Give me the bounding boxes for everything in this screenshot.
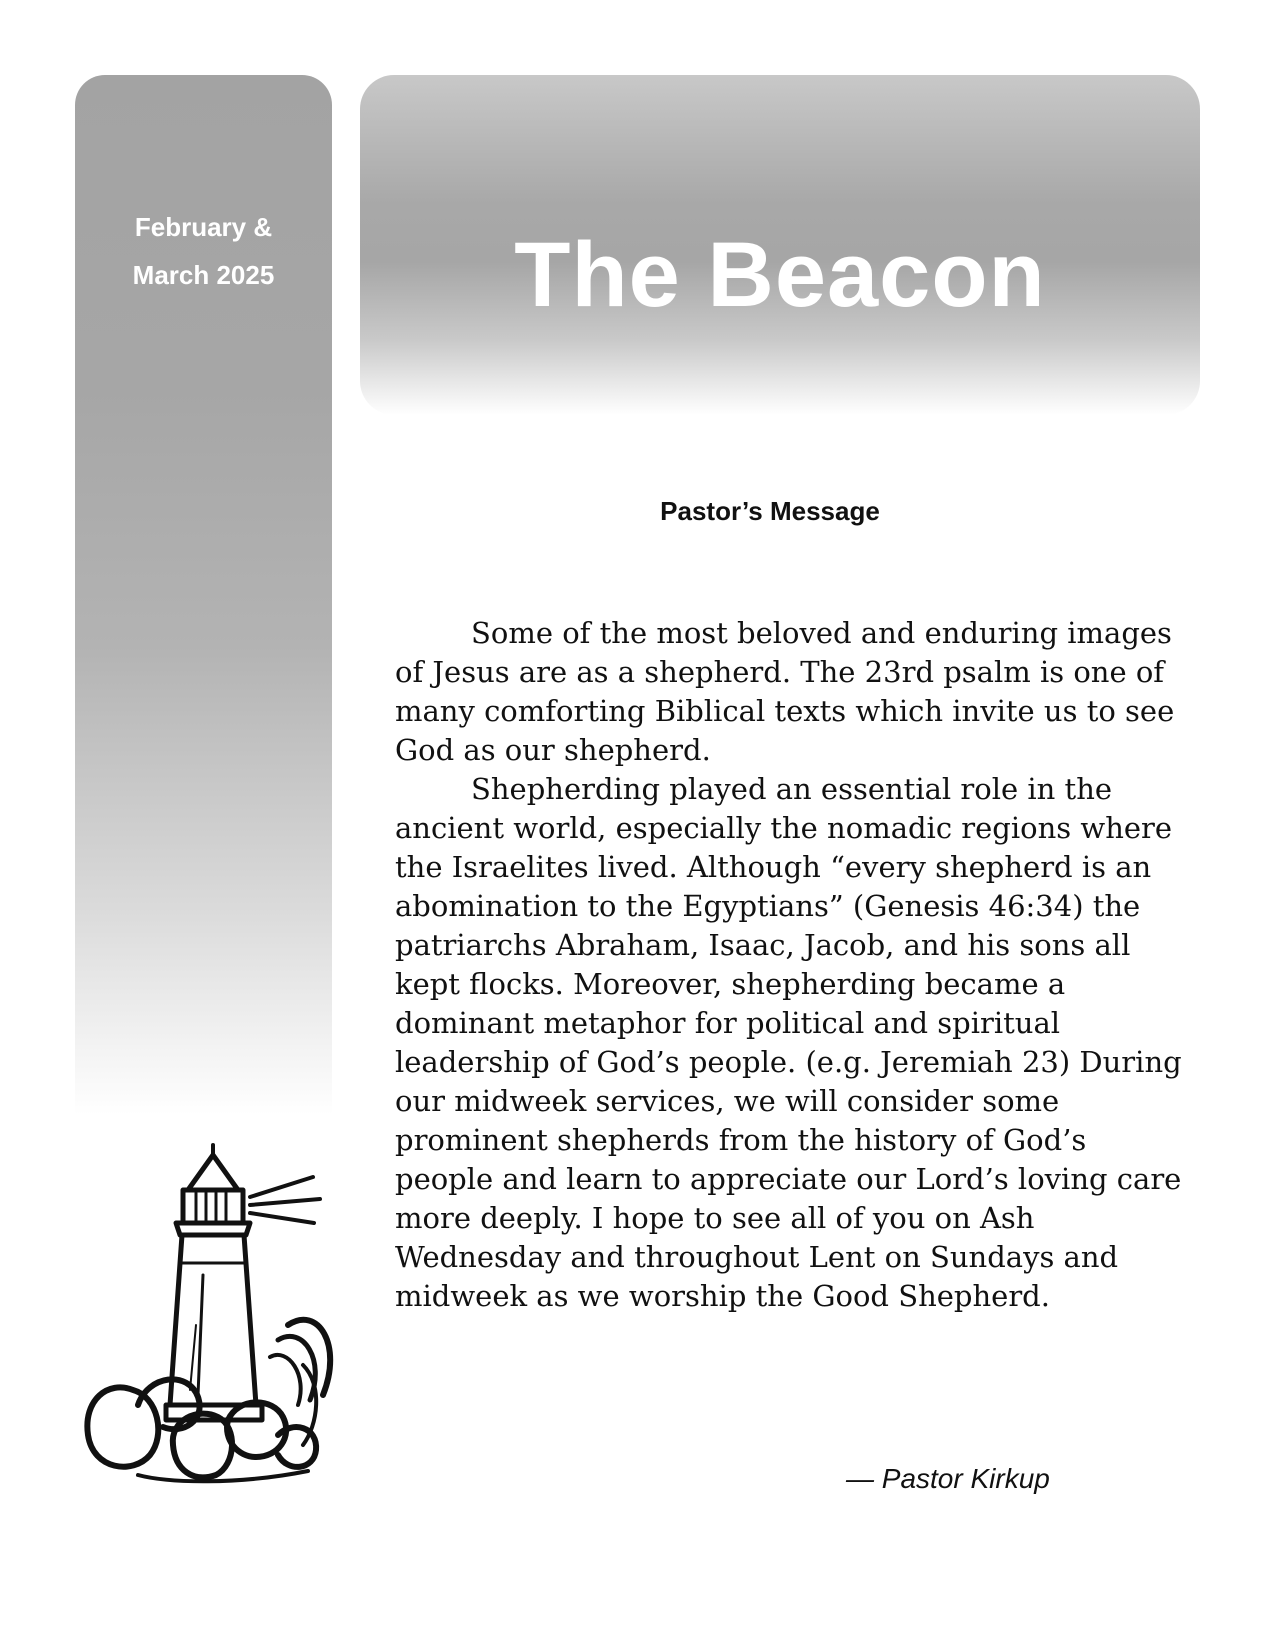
lighthouse-icon [78, 1135, 338, 1495]
sidebar-panel [75, 75, 332, 1115]
issue-date [75, 203, 332, 299]
signature: — Pastor Kirkup [846, 1463, 1050, 1494]
pastor-message-body [395, 614, 1185, 1316]
issue-date-line1: February & [134, 212, 273, 242]
issue-date-line2: March 2025 [132, 260, 275, 290]
message-paragraph-1: Some of the most beloved and enduring images of Jesus are as a shepherd. The 23rd psalm is one of many comforting Biblical texts which invite us to see God as our shepherd. [395, 616, 1175, 767]
newsletter-title: The Beacon [514, 224, 1046, 326]
section-heading: Pastor’s Message [660, 496, 880, 526]
message-paragraph-2: Shepherding played an essential role in the ancient world, especially the nomadic regions where the Israelites lived. Although “every shepherd is an abomination to the Egyptians” (Genesis 46:34) the patriarchs Abraham, Isaac, Jacob, and his sons all kept flocks. Moreover, shepherding became a dominant metaphor for political and spiritual leadership of God’s people. (e.g. Jeremiah 23) During our midweek services, we will consider some prominent shepherds from the history of God’s people and learn to appreciate our Lord’s loving care more deeply. I hope to see all of you on Ash Wednesday and throughout Lent on Sundays and midweek as we worship the Good Shepherd. [395, 772, 1182, 1313]
masthead-banner [360, 75, 1200, 415]
